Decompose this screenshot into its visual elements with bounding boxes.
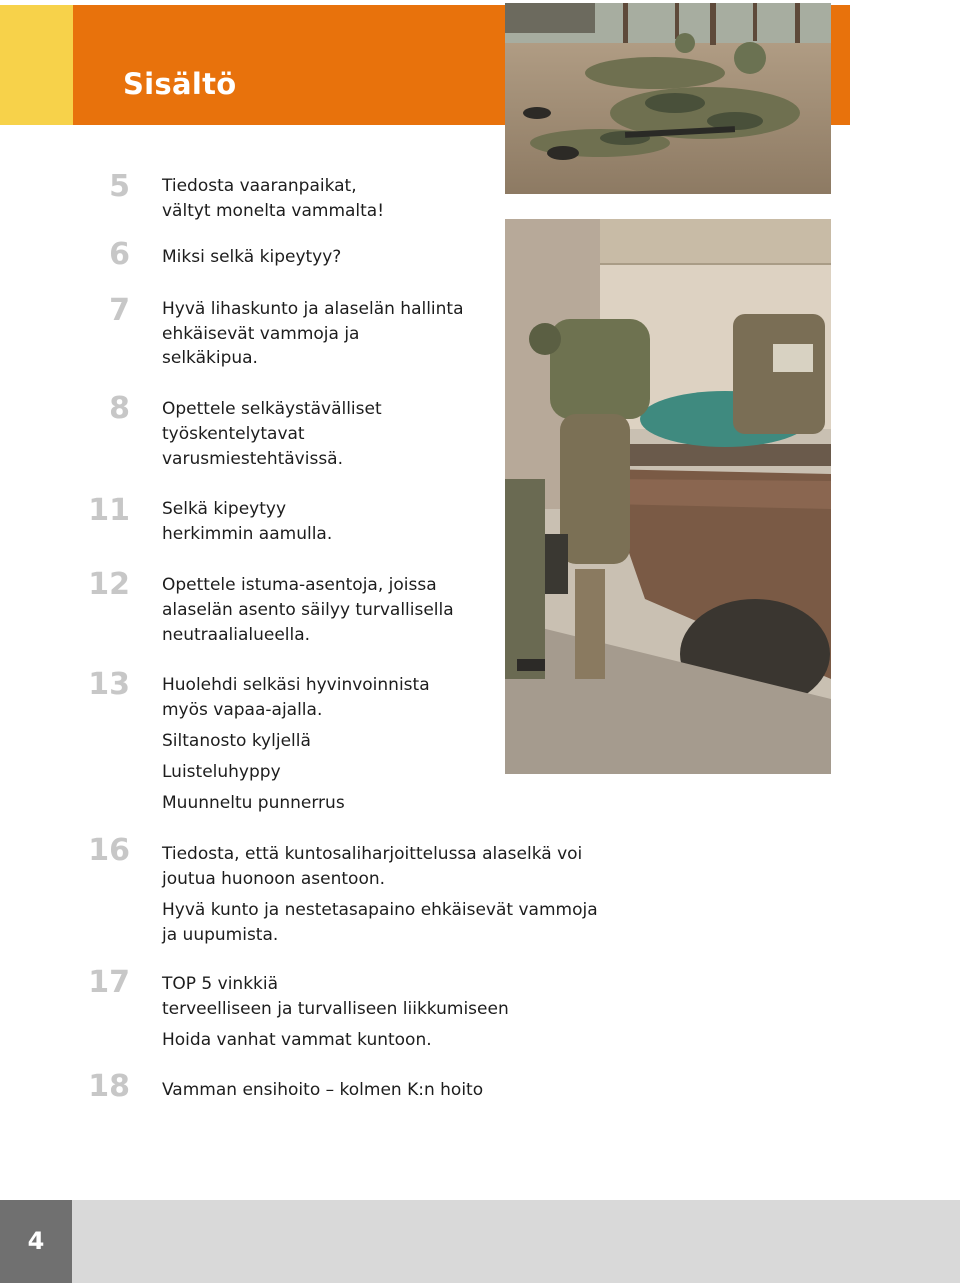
toc-entry-text: TOP 5 vinkkiä: [162, 974, 279, 994]
toc-page-number: 5: [109, 169, 130, 204]
toc-entry-text: Siltanosto kyljellä: [162, 731, 311, 751]
toc-entry-text: varusmiestehtävissä.: [162, 449, 343, 469]
toc-entry-text: herkimmin aamulla.: [162, 524, 333, 544]
page-title: Sisältö: [123, 67, 237, 101]
toc-entry-text: ja uupumista.: [162, 925, 279, 945]
toc-entry-text: Opettele selkäystävälliset: [162, 399, 382, 419]
toc-entry-text: Opettele istuma-asentoja, joissa: [162, 575, 437, 595]
toc-page-number: 17: [88, 965, 130, 1000]
toc-entry-text: Miksi selkä kipeytyy?: [162, 247, 342, 267]
toc-page-number: 7: [109, 293, 130, 328]
toc-entry-text: terveelliseen ja turvalliseen liikkumiseen: [162, 999, 509, 1019]
toc-entry-text: Luisteluhyppy: [162, 762, 281, 782]
toc-entry-text: myös vapaa-ajalla.: [162, 700, 323, 720]
footer-bar: [72, 1200, 960, 1283]
toc-page-number: 16: [88, 833, 130, 868]
toc-entry-text: joutua huonoon asentoon.: [162, 869, 386, 889]
toc-entry-text: Selkä kipeytyy: [162, 499, 287, 519]
toc-entry-text: vältyt monelta vammalta!: [162, 201, 385, 221]
toc-entry-text: Vamman ensihoito – kolmen K:n hoito: [162, 1080, 484, 1100]
toc-entry-text: Tiedosta, että kuntosaliharjoittelussa alaselkä voi: [162, 844, 583, 864]
toc-entry-text: Hoida vanhat vammat kuntoon.: [162, 1030, 432, 1050]
toc-page-number: 18: [88, 1069, 130, 1104]
toc-page-number: 6: [109, 237, 130, 272]
toc-entry-text: selkäkipua.: [162, 348, 258, 368]
toc-entry-text: Huolehdi selkäsi hyvinvoinnista: [162, 675, 430, 695]
toc-entry-text: Tiedosta vaaranpaikat,: [162, 176, 357, 196]
toc-entry-text: alaselän asento säilyy turvallisella: [162, 600, 454, 620]
toc-entry-text: työskentelytavat: [162, 424, 305, 444]
toc-entry-text: Hyvä kunto ja nestetasapaino ehkäisevät vammoja: [162, 900, 598, 920]
toc-page-number: 11: [88, 493, 130, 528]
toc-entry-text: ehkäisevät vammoja ja: [162, 324, 360, 344]
toc-page-number: 12: [88, 567, 130, 602]
photo-soldier-truck: [505, 219, 831, 774]
toc-page-number: 13: [88, 667, 130, 702]
toc-entry-text: Hyvä lihaskunto ja alaselän hallinta: [162, 299, 464, 319]
toc-page-number: 8: [109, 391, 130, 426]
toc-entry-text: neutraalialueella.: [162, 625, 311, 645]
photo-soldiers-crawling: [505, 3, 831, 194]
page-number: 4: [0, 1200, 72, 1283]
header-accent-yellow: [0, 5, 73, 125]
toc-entry-text: Muunneltu punnerrus: [162, 793, 345, 813]
